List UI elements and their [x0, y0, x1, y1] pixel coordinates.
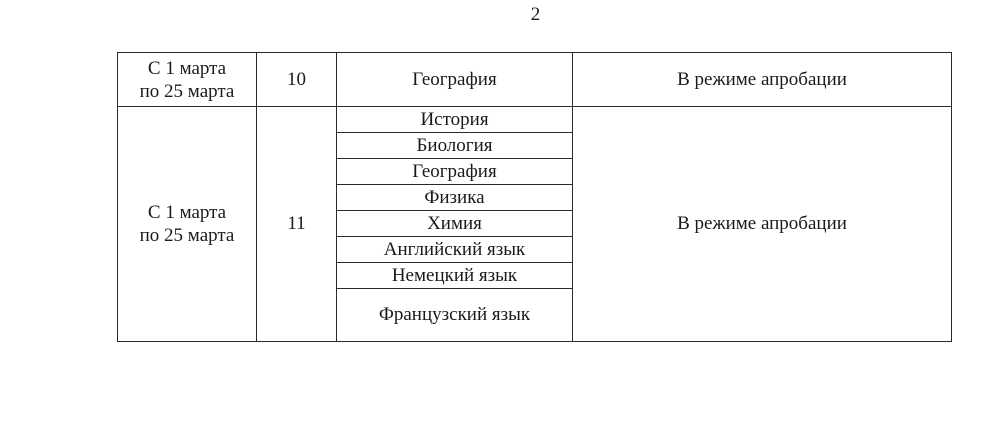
subject-cell: География [337, 159, 573, 185]
subject-cell: Биология [337, 133, 573, 159]
subject-cell: История [337, 107, 573, 133]
mode-cell: В режиме апробации [573, 53, 952, 107]
date-line-1: С 1 марта [147, 57, 227, 79]
subject-cell: Химия [337, 211, 573, 237]
mode-cell: В режиме апробации [573, 107, 952, 342]
date-line-2: по 25 марта [139, 80, 235, 102]
date-cell [118, 107, 257, 342]
table-row [118, 53, 952, 107]
date-line-2: по 25 марта [139, 225, 235, 246]
subject-cell: Английский язык [337, 237, 573, 263]
subject-cell: Немецкий язык [337, 263, 573, 289]
schedule-table [117, 52, 952, 342]
subject-cell: Физика [337, 185, 573, 211]
page-number: 2 [530, 4, 541, 25]
subject-cell: География [337, 53, 573, 107]
table-row [118, 107, 952, 133]
date-cell [118, 53, 257, 107]
date-line-1: С 1 марта [147, 202, 227, 223]
subject-cell: Французский язык [337, 289, 573, 342]
grade-cell: 10 [257, 53, 337, 107]
grade-cell: 11 [257, 107, 337, 342]
